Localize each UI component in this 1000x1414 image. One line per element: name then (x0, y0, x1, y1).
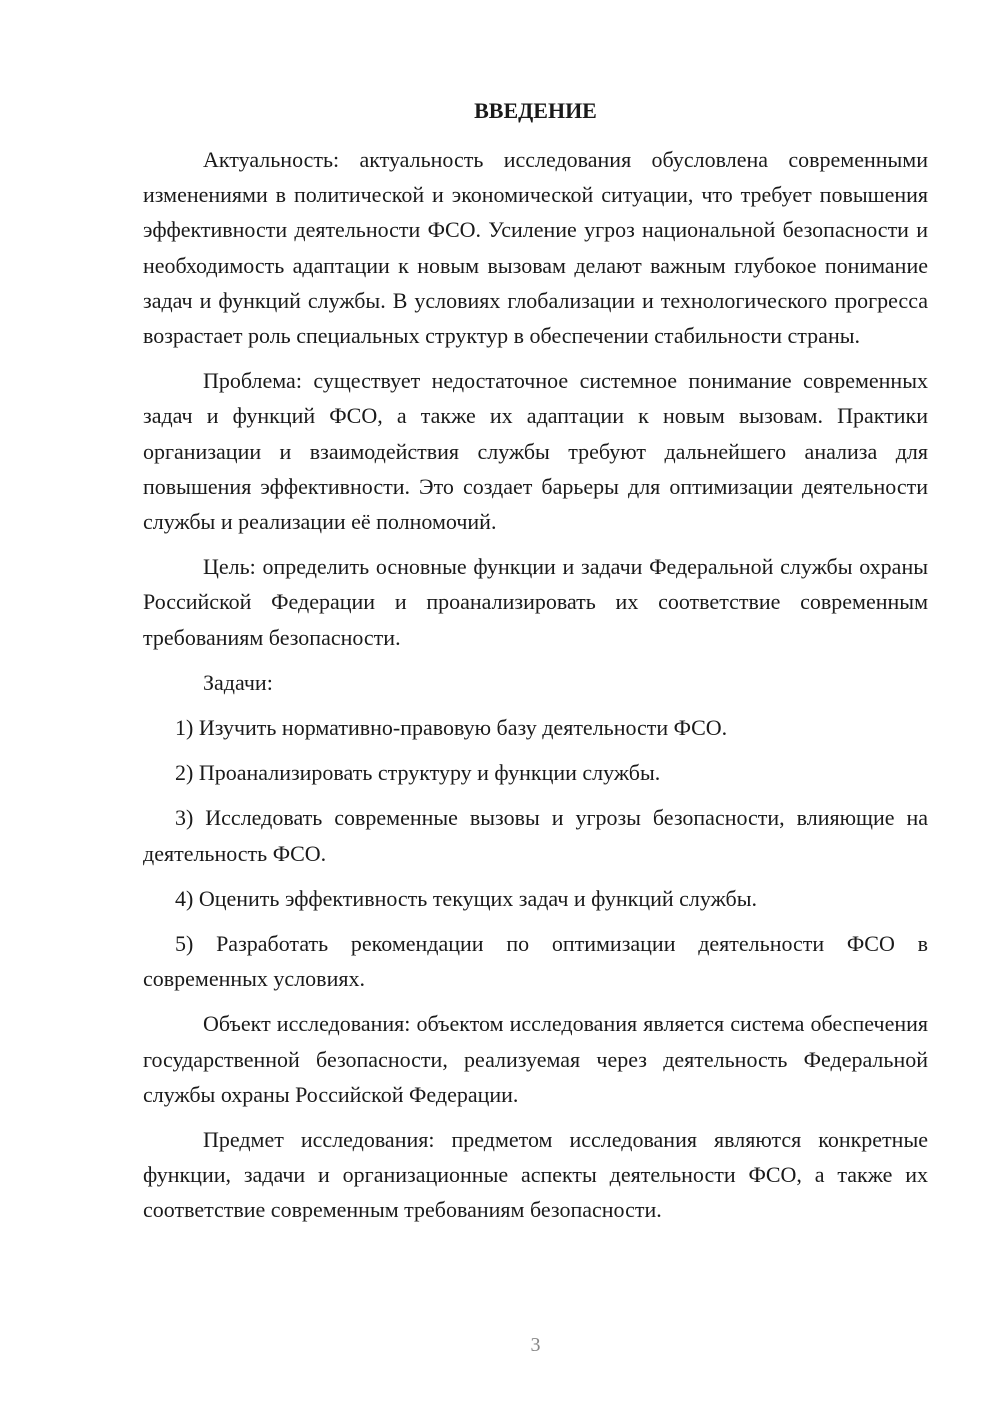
tasks-label: Задачи: (203, 669, 273, 695)
task-item: 4) Оценить эффективность текущих задач и функций службы. (175, 885, 757, 911)
task-item: 1) Изучить нормативно-правовую базу деятельности ФСО. (175, 715, 728, 741)
document-page (143, 0, 928, 1414)
document-body (143, 142, 928, 1238)
section-heading: ВВЕДЕНИЕ (474, 98, 597, 123)
task-item: 5) Разработать рекомендации по оптимизации деятельности ФСО в современных условиях. (143, 931, 928, 992)
paragraph-object: Объект исследования: объектом исследования является система обеспечения государственной безопасности, реализуемая через деятельность Федеральной службы охраны Российской Федерации. (143, 1011, 928, 1107)
task-item: 3) Исследовать современные вызовы и угрозы безопасности, влияющие на деятельность ФСО. (143, 805, 928, 866)
task-item: 2) Проанализировать структуру и функции службы. (175, 760, 661, 786)
paragraph-subject: Предмет исследования: предметом исследования являются конкретные функции, задачи и организационные аспекты деятельности ФСО, а также их соответствие современным требованиям безопасности. (143, 1127, 928, 1223)
paragraph-goal: Цель: определить основные функции и задачи Федеральной службы охраны Российской Федерации и проанализировать их соответствие современным требованиям безопасности. (143, 554, 928, 650)
paragraph-problem: Проблема: существует недостаточное системное понимание современных задач и функций ФСО, а также их адаптации к новым вызовам. Практики организации и взаимодействия службы требуют дальнейшего анализа для повышения эффективности. Это создает барьеры для оптимизации деятельности службы и реализации её полномочий. (143, 368, 928, 535)
paragraph-relevance: Актуальность: актуальность исследования обусловлена современными изменениями в политической и экономической ситуации, что требует повышения эффективности деятельности ФСО. Усиление угроз национальной безопасности и необходимость адаптации к новым вызовам делают важным глубокое понимание задач и функций службы. В условиях глобализации и технологического прогресса возрастает роль специальных структур в обеспечении стабильности страны. (143, 147, 928, 349)
page-number: 3 (530, 1334, 541, 1356)
